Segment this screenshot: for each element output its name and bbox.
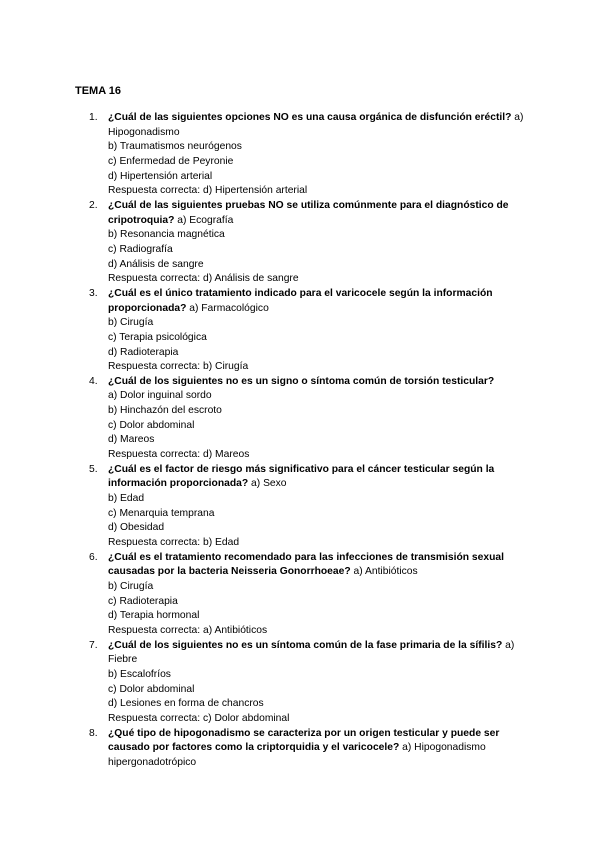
option-first: a) Hipogonadismo hipergonadotrópico — [108, 742, 486, 768]
option: c) Menarquia temprana — [108, 507, 215, 519]
option-first: a) Fiebre — [108, 639, 515, 666]
option: d) Análisis de sangre — [108, 258, 204, 270]
question-item — [89, 639, 529, 727]
option-first: a) Sexo — [251, 478, 287, 490]
question-text: ¿Cuál es el único tratamiento indicado para el varicocele según la información proporcionada? — [108, 287, 493, 314]
question-item — [89, 727, 529, 771]
question-number: 1. — [89, 112, 98, 123]
question-body — [108, 111, 529, 199]
option: c) Enfermedad de Peyronie — [108, 155, 234, 167]
question-text: ¿Qué tipo de hipogonadismo se caracteriza por un origen testicular y puede ser causado por factores como la criptorquidia y el varicocele? — [108, 727, 500, 754]
question-number: 2. — [89, 199, 98, 211]
question-item — [89, 551, 529, 639]
option: b) Edad — [108, 493, 145, 505]
option: a) Dolor inguinal sordo — [108, 390, 212, 402]
question-body — [108, 375, 529, 463]
question-item — [89, 111, 529, 199]
question-text: ¿Cuál es el factor de riesgo más significativo para el cáncer testicular según la información proporcionada? — [108, 463, 495, 490]
correct-answer: Respuesta correcta: c) Dolor abdominal — [108, 712, 290, 724]
question-item — [89, 375, 529, 463]
correct-answer: Respuesta correcta: b) Edad — [108, 537, 240, 549]
question-text: ¿Cuál de los siguientes no es un signo o síntoma común de torsión testicular? — [108, 375, 495, 387]
question-body — [108, 551, 529, 639]
question-list — [89, 111, 529, 771]
question-body — [108, 287, 529, 375]
correct-answer: Respuesta correcta: d) Hipertensión arterial — [108, 185, 308, 197]
option-first: a) Antibióticos — [353, 566, 418, 578]
question-number: 5. — [89, 463, 98, 475]
correct-answer: Respuesta correcta: d) Mareos — [108, 449, 250, 461]
option: b) Cirugía — [108, 581, 154, 592]
question-number: 4. — [89, 375, 98, 387]
option: b) Resonancia magnética — [108, 229, 225, 241]
option: c) Radioterapia — [108, 595, 178, 607]
option-first: a) Ecografía — [177, 214, 234, 226]
question-body — [108, 727, 529, 771]
option: b) Hinchazón del escroto — [108, 405, 222, 417]
option: d) Terapia hormonal — [108, 610, 200, 622]
question-item — [89, 287, 529, 375]
page-title: TEMA 16 — [75, 85, 122, 97]
option: d) Radioterapia — [108, 346, 179, 358]
option: d) Lesiones en forma de chancros — [108, 698, 264, 710]
option: d) Hipertensión arterial — [108, 170, 213, 182]
question-body — [108, 639, 529, 727]
question-item — [89, 199, 529, 287]
question-number: 7. — [89, 639, 98, 651]
option: c) Dolor abdominal — [108, 683, 195, 695]
question-text: ¿Cuál es el tratamiento recomendado para las infecciones de transmisión sexual causadas por la bacteria Neisseria Gonorrhoeae? — [108, 551, 504, 578]
question-item — [89, 463, 529, 551]
option: c) Terapia psicológica — [108, 331, 207, 343]
option: c) Dolor abdominal — [108, 419, 195, 431]
question-text: ¿Cuál de los siguientes no es un síntoma común de la fase primaria de la sífilis? — [108, 639, 503, 651]
option: d) Obesidad — [108, 522, 165, 534]
option: b) Traumatismos neurógenos — [108, 141, 242, 153]
question-number: 8. — [89, 727, 98, 739]
option-first: a) Farmacológico — [189, 302, 269, 314]
question-number: 6. — [89, 551, 98, 563]
option: b) Cirugía — [108, 317, 154, 329]
option: d) Mareos — [108, 434, 155, 446]
question-text: ¿Cuál de las siguientes pruebas NO se utiliza comúnmente para el diagnóstico de cripotroquia? — [108, 199, 509, 226]
question-text: ¿Cuál de las siguientes opciones NO es una causa orgánica de disfunción eréctil? — [108, 112, 512, 123]
option: c) Radiografía — [108, 243, 173, 255]
option-first: a) Hipogonadismo — [108, 112, 524, 138]
question-body — [108, 463, 529, 551]
question-body — [108, 199, 529, 287]
correct-answer: Respuesta correcta: d) Análisis de sangre — [108, 273, 299, 285]
correct-answer: Respuesta correcta: b) Cirugía — [108, 361, 249, 373]
correct-answer: Respuesta correcta: a) Antibióticos — [108, 624, 268, 636]
question-number: 3. — [89, 287, 98, 299]
option: b) Escalofríos — [108, 668, 171, 680]
